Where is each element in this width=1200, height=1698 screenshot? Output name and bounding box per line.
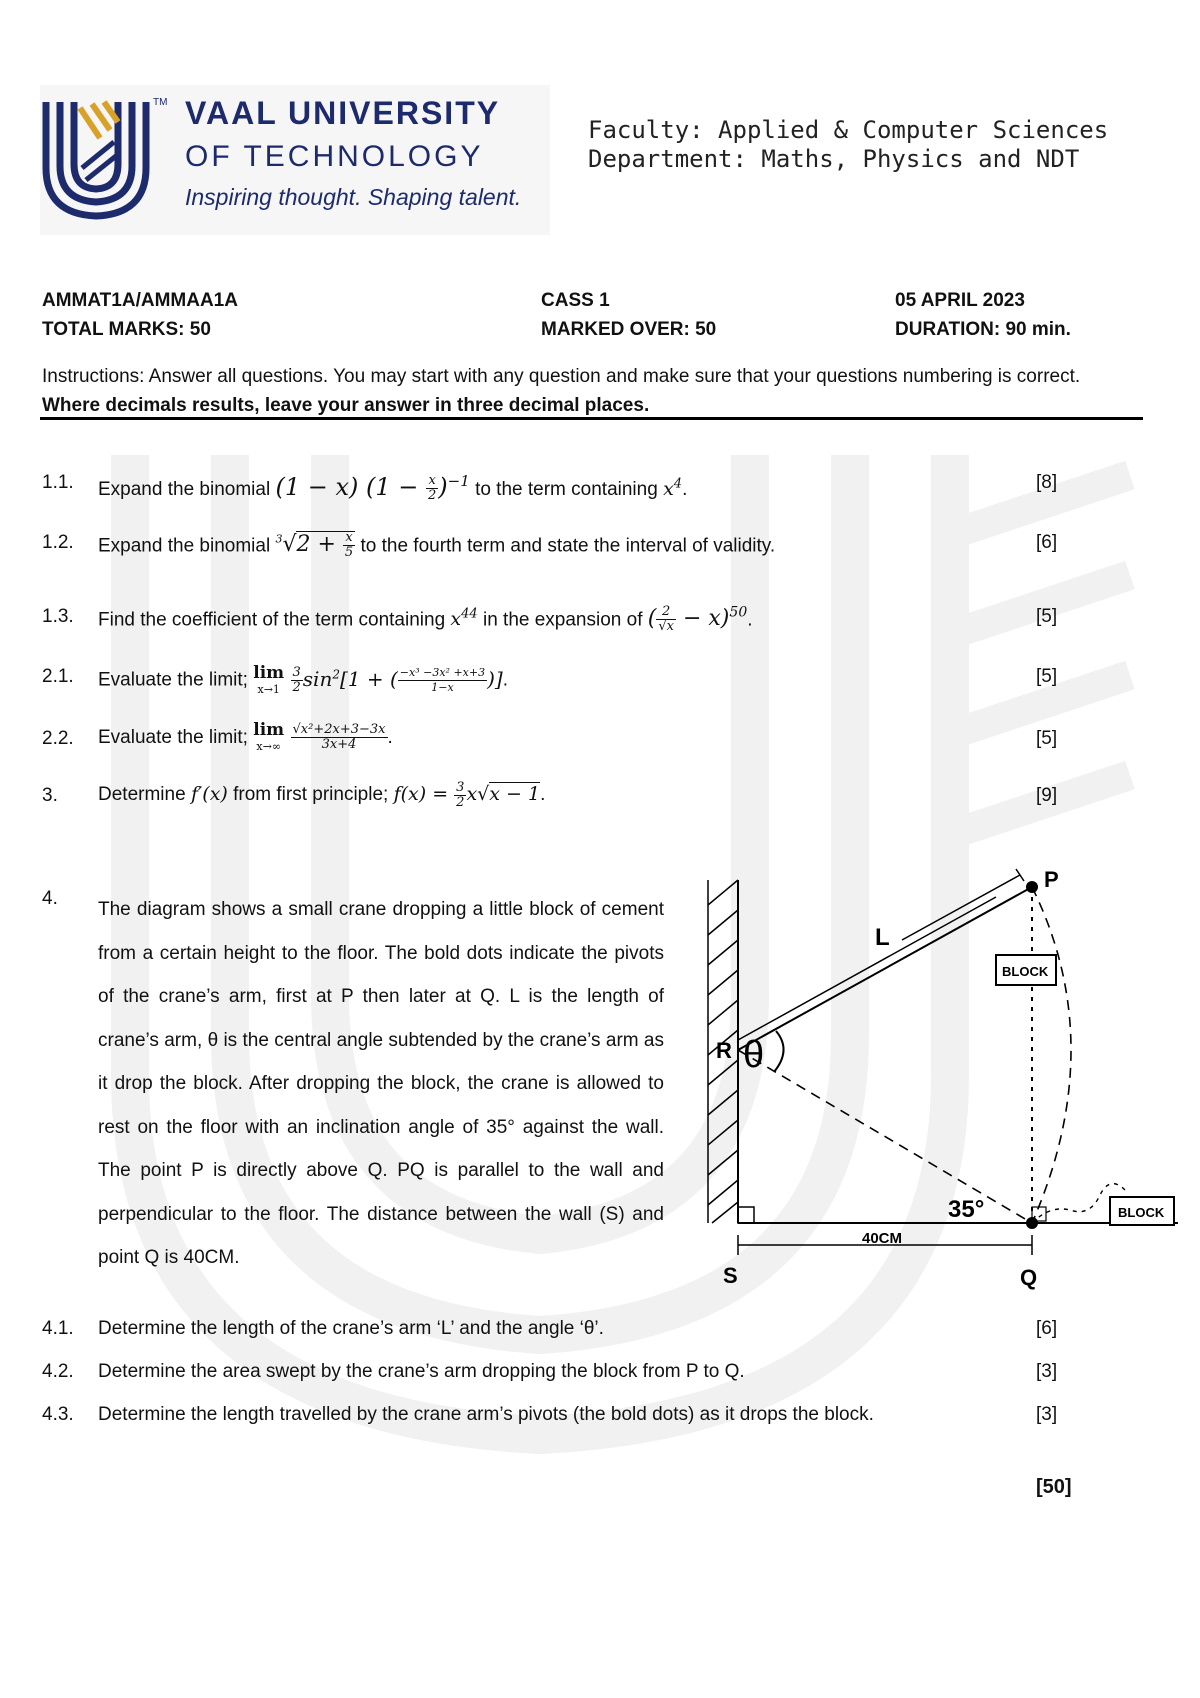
instructions [42,362,1142,420]
q11-number: 1.1. [42,472,74,493]
q21-number: 2.1. [42,666,74,687]
instructions-text: Instructions: Answer all questions. You may start with any question and make sure that your questions numbering is correct. [42,366,1081,387]
q13-mid: in the expansion of [482,609,643,631]
q13-text: Find the coefficient of the term containing $x^{44}$ in the expansion of ( $\frac{2}{√x}$ − x)$^{50}$. [98,603,753,634]
swept-arc [1032,887,1071,1223]
q12-post: to the fourth term and state the interval of validity. [360,535,776,557]
pivot-q [1026,1217,1038,1229]
q43-text: Determine the length travelled by the crane arm’s pivots (the bold dots) as it drops the block. [98,1404,874,1425]
q12-number: 1.2. [42,532,74,553]
grand-total: [50] [1036,1476,1072,1498]
crane-arm-lower [738,1050,1032,1223]
q11-expr: (1 − x) (1 − $\frac{x}{2}$ )$^{-1}$ [275,472,470,503]
q13-power: $x^{44}$ [450,607,478,631]
q11-power: $x^4$ [663,476,683,500]
q21-pre: Evaluate the limit; [98,669,248,691]
label-q: Q [1020,1265,1038,1290]
theta-arc [774,1031,784,1072]
department-name: Department: Maths, Physics and NDT [588,145,1080,173]
university-tagline: Inspiring thought. Shaping talent. [185,184,522,210]
marked-over: MARKED OVER: 50 [541,319,717,340]
q41-text: Determine the length of the crane’s arm ‘L’ and the angle ‘θ’. [98,1318,604,1339]
label-angle: 35° [948,1196,985,1223]
q21-mark: [5] [1036,666,1058,687]
label-p: P [1044,867,1059,892]
q12-text [98,518,775,568]
q3-number: 3. [42,785,58,806]
q21-expr: lim x→1 $\frac{3}{2}$ $\sin^2[1$ + ( $\frac{\text{−x³ −3x² +x+3}}{1-x}$ )] [253,662,503,696]
right-angle-s [738,1207,754,1223]
q22-number: 2.2. [42,728,74,749]
q22-mark: [5] [1036,728,1058,749]
q42-mark: [3] [1036,1361,1058,1382]
instructions-bold: Where decimals results, leave your answer in three decimal places. [42,395,650,416]
q3-pre: Determine [98,784,186,805]
q11-pre: Expand the binomial [98,479,271,500]
length-marker-line-2 [902,875,1020,940]
crane-diagram [680,845,1185,1300]
q13-expr: ( $\frac{2}{√x}$ − x)$^{50}$ [647,603,748,634]
header-divider [40,417,1143,420]
q3-mark: [9] [1036,785,1058,806]
q11-text: Expand the binomial (1 − x) (1 − $\frac{x}{2}$ )$^{-1}$ to the term containing $x^4$. [98,472,688,503]
length-marker-tick [1016,869,1024,881]
q41-mark: [6] [1036,1318,1058,1339]
label-s: S [723,1263,738,1288]
faculty-name: Faculty: Applied & Computer Sciences [588,116,1109,144]
label-r: R [716,1038,732,1063]
q3-mid: from first principle; [233,784,389,805]
q22-expr: lim x→∞ $\frac{\text{√x²+2x+3−3x}}{3x+4}$ [253,720,386,753]
module-code: AMMAT1A/AMMAA1A [42,290,238,311]
trademark-mark: TM [153,97,168,108]
label-block-bottom: BLOCK [1118,1205,1165,1220]
q13-number: 1.3. [42,606,74,627]
label-distance: 40CM [862,1230,903,1247]
university-logo-icon [40,98,152,220]
university-name-line2: OF TECHNOLOGY [185,140,484,173]
q13-mark: [5] [1036,606,1058,627]
crane-arm-upper [738,887,1032,1050]
q21-text: Evaluate the limit; lim x→1 $\frac{3}{2}$ $\sin^2[1$ + ( $\frac{\text{−x³ −3x² +x+3}}{1-x}$ )]. [98,662,508,696]
label-block-top: BLOCK [1002,964,1049,979]
q4-body: The diagram shows a small crane dropping a little block of cement from a certain height to the floor. The bold dots indicate the pivots of the crane’s arm, first at P then later at Q. L is the length of crane’s arm, θ is the central angle subtended by the crane’s arm as it drop the block. After dropping the block, the crane is allowed to rest on the floor with an inclination angle of 35° against the wall. The point P is directly above Q. PQ is parallel to the wall and perpendicular to the floor. The distance between the wall (S) and point Q is 40CM. [98,899,664,1268]
q41-number: 4.1. [42,1318,74,1339]
q12-pre: Expand the binomial [98,535,271,557]
q12-mark: [6] [1036,532,1058,553]
q42-number: 4.2. [42,1361,74,1382]
q12-expr: $^3$√2 + $\frac{x}{5}$ [275,529,354,560]
q43-mark: [3] [1036,1404,1058,1425]
q3-text: Determine f′(x) from first principle; f(x) = $\frac{3}{2}$ x√x − 1. [98,779,546,810]
q22-pre: Evaluate the limit; [98,727,248,748]
test-date: 05 APRIL 2023 [895,290,1025,311]
q11-post: to the term containing [475,479,658,500]
label-l: L [875,924,890,951]
label-theta: θ [743,1034,765,1076]
q22-text: Evaluate the limit; lim x→∞ $\frac{\text{√x²+2x+3−3x}}{3x+4}$ . [98,720,393,753]
length-marker-line [738,897,996,1040]
q3-expr: f(x) = $\frac{3}{2}$ x√x − 1 [393,779,541,810]
university-name-line1: VAAL UNIVERSITY [185,95,501,131]
q3-fprime: f′(x) [190,783,228,805]
duration: DURATION: 90 min. [895,319,1071,340]
test-name: CASS 1 [541,290,610,311]
faculty-block [588,116,1108,174]
q42-text: Determine the area swept by the crane’s arm dropping the block from P to Q. [98,1361,745,1382]
total-marks: TOTAL MARKS: 50 [42,319,211,340]
q43-number: 4.3. [42,1404,74,1425]
pivot-p [1026,881,1038,893]
q13-pre: Find the coefficient of the term containing [98,609,446,631]
q4-number: 4. [42,888,58,909]
q11-mark: [8] [1036,472,1058,493]
